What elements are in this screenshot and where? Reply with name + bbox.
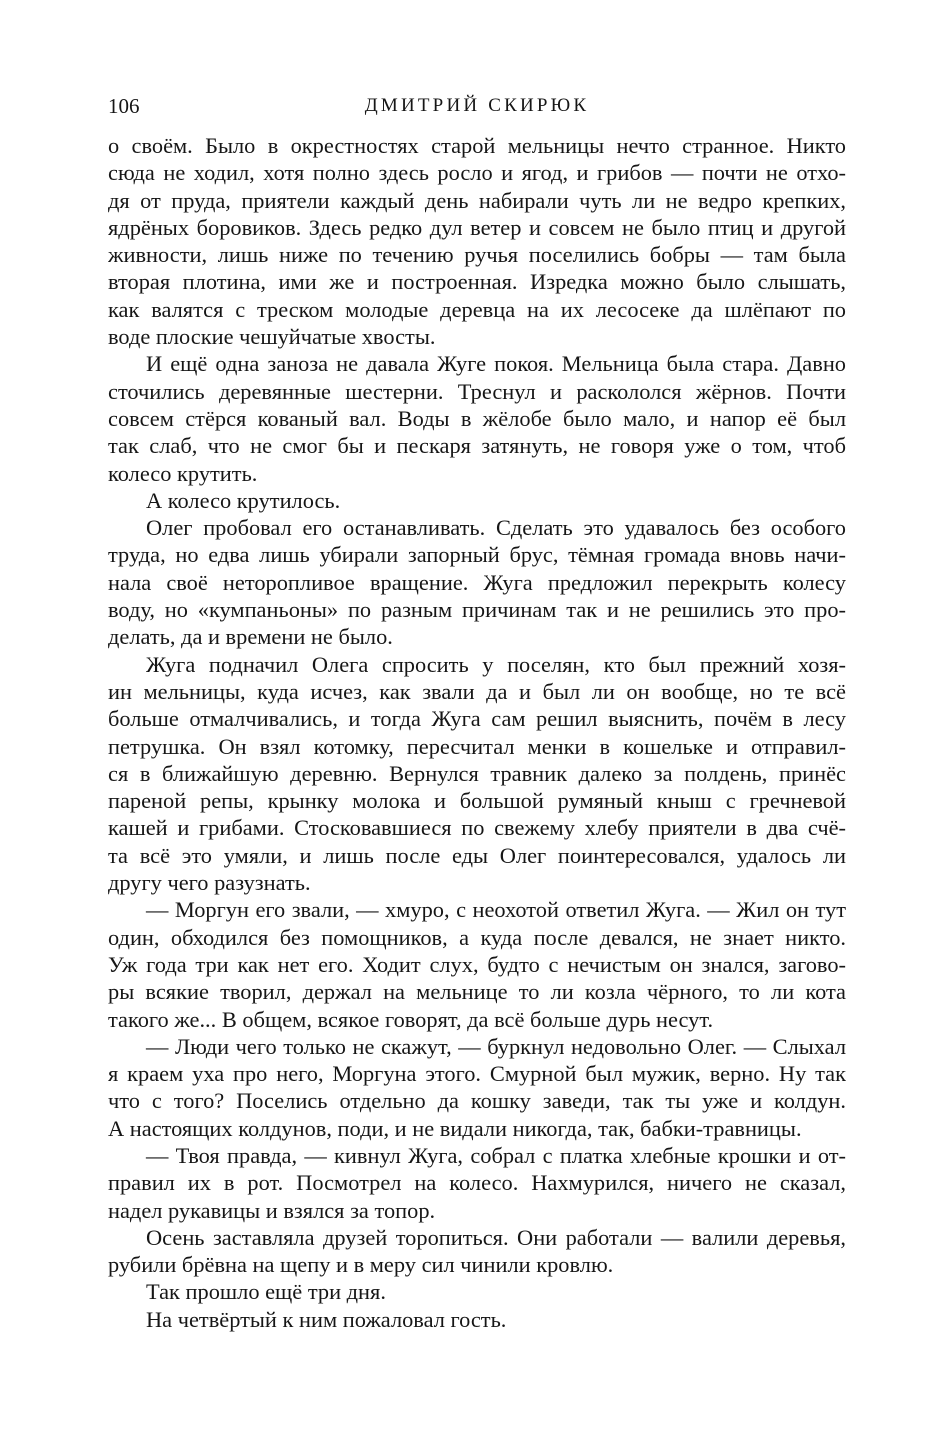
text-line: На четвёртый к ним пожаловал гость. [146,1306,507,1332]
text-line: колесо крутить. [108,460,258,486]
page-header [108,91,846,121]
page-number: 106 [108,94,140,118]
text-line: рубили брёвна на щепу и в меру сил чинили кровлю. [108,1252,614,1278]
text-line: воду, но «кумпаньоны» по разным причинам так и не решились это про- [108,597,846,623]
text-line: один, обходился без помощников, а куда после девался, не знает никто. [108,924,846,950]
text-line: вторая плотина, ими же и построенная. Изредка можно было слышать, [108,269,846,295]
text-line: ры всякие творил, держал на мельнице то ли козла чёрного, то ли кота [108,979,846,1005]
text-line: воде плоские чешуйчатые хвосты. [108,324,436,350]
text-line: делать, да и времени не было. [108,624,393,650]
text-line: А настоящих колдунов, поди, и не видали никогда, так, бабки-травницы. [108,1115,802,1141]
text-line: та всё это умяли, и лишь после еды Олег поинтересовался, удалось ли [108,842,846,868]
text-line: дя от пруда, приятели каждый день набирали чуть ли не ведро крепких, [108,187,846,213]
text-line: труда, но едва лишь убирали запорный брус, тёмная громада вновь начи- [108,542,846,568]
text-line: другу чего разузнать. [108,870,311,896]
text-line: — Твоя правда, — кивнул Жуга, собрал с платка хлебные крошки и от- [146,1142,846,1168]
text-line: так слаб, что не смог бы и пескаря затянуть, не говоря уже о том, чтоб [108,433,846,459]
text-line: Жуга подначил Олега спросить у поселян, кто был прежний хозя- [146,651,846,677]
text-line: я краем уха про него, Моргуна этого. Смурной был мужик, верно. Ну так [108,1061,846,1087]
text-line: И ещё одна заноза не давала Жуге покоя. Мельница была стара. Давно [146,351,846,377]
text-line: как валятся с треском молодые деревца на их лесосеке да шлёпают по [108,296,846,322]
text-line: живности, лишь ниже по течению ручья поселились бобры — там была [108,242,846,268]
text-line: А колесо крутилось. [146,487,341,513]
text-line: что с того? Поселись отдельно да кошку заведи, так ты уже и колдун. [108,1088,846,1114]
text-line: петрушка. Он взял котомку, пересчитал менки в кошельке и отправил- [108,733,846,759]
running-head-author: ДМИТРИЙ СКИРЮК [364,95,590,116]
text-line: Так прошло ещё три дня. [146,1279,386,1305]
body-text [108,132,846,1333]
text-line: нала своё неторопливое вращение. Жуга предложил перекрыть колесу [108,569,846,595]
text-line: — Люди чего только не скажут, — буркнул недовольно Олег. — Слыхал [146,1033,846,1059]
text-line: — Моргун его звали, — хмуро, с неохотой ответил Жуга. — Жил он тут [146,897,846,923]
text-line: сюда не ходил, хотя полно здесь росло и ягод, и грибов — почти не отхо- [108,160,846,186]
text-line: ин мельницы, куда исчез, как звали да и был ли он вообще, но те всё [108,678,846,704]
text-line: Олег пробовал его останавливать. Сделать это удавалось без особого [146,515,846,541]
text-line: правил их в рот. Посмотрел на колесо. Нахмурился, ничего не сказал, [108,1170,846,1196]
text-line: совсем стёрся кованый вал. Воды в жёлобе было мало, и напор её был [108,405,846,431]
text-line: такого же... В общем, всякое говорят, да всё больше дурь несут. [108,1006,714,1032]
text-line: пареной репы, крынку молока и большой румяный кныш с гречневой [108,788,846,814]
text-line: сточились деревянные шестерни. Треснул и раскололся жёрнов. Почти [108,378,846,404]
text-line: ядрёных боровиков. Здесь редко дул ветер и совсем не было птиц и другой [108,214,846,240]
text-line: Осень заставляла друзей торопиться. Они работали — валили деревья, [146,1224,846,1250]
text-line: надел рукавицы и взялся за топор. [108,1197,436,1223]
text-line: кашей и грибами. Стосковавшиеся по свежему хлебу приятели в два счё- [108,815,846,841]
text-line: ся в ближайшую деревню. Вернулся травник далеко за полдень, принёс [108,760,846,786]
text-line: Уж года три как нет его. Ходит слух, будто с нечистым он знался, загово- [108,951,846,977]
text-line: больше отмалчивались, и тогда Жуга сам решил выяснить, почём в лесу [108,706,846,732]
text-line: о своём. Было в окрестностях старой мельницы нечто странное. Никто [108,133,846,158]
